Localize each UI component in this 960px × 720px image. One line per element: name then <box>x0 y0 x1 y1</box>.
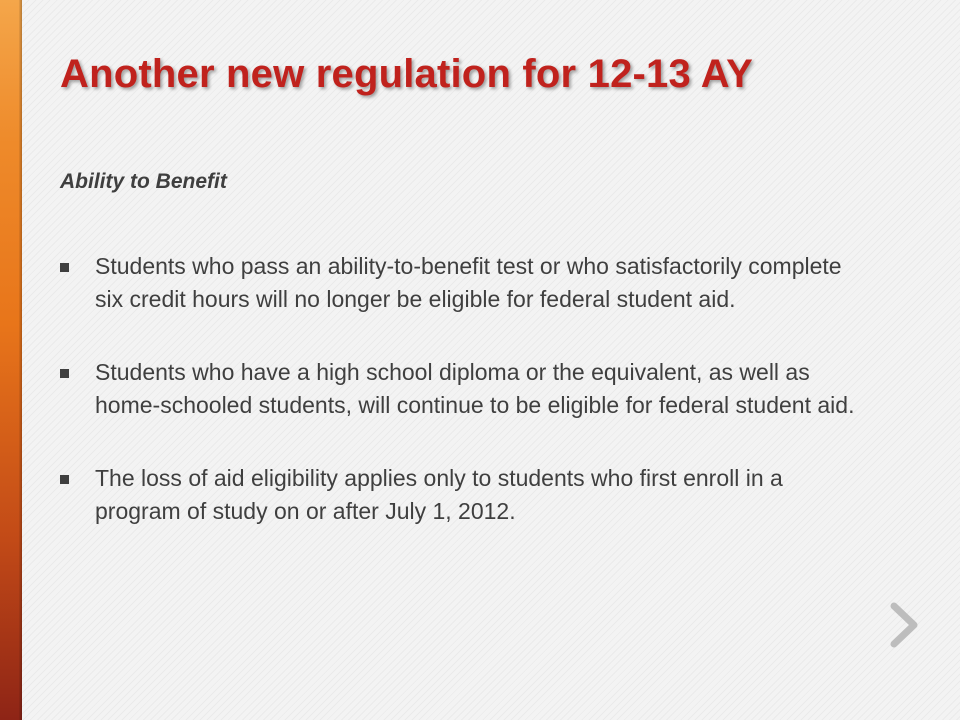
bullet-text: Students who pass an ability-to-benefit test or who satisfactorily complete six credit hours will no longer be eligible for federal student aid. <box>95 253 842 312</box>
bullet-list <box>60 250 860 568</box>
bullet-text: The loss of aid eligibility applies only to students who first enroll in a program of study on or after July 1, 2012. <box>95 465 783 524</box>
bullet-item <box>60 250 860 316</box>
square-bullet-icon <box>60 369 69 378</box>
square-bullet-icon <box>60 475 69 484</box>
slide-subheading: Ability to Benefit <box>60 170 227 193</box>
accent-bar <box>0 0 22 720</box>
square-bullet-icon <box>60 263 69 272</box>
bullet-item <box>60 356 860 422</box>
bullet-item <box>60 462 860 528</box>
slide-title: Another new regulation for 12-13 AY <box>60 52 754 96</box>
chevron-right-icon[interactable] <box>884 600 924 650</box>
bullet-text: Students who have a high school diploma or the equivalent, as well as home-schooled students, will continue to be eligible for federal student aid. <box>95 359 855 418</box>
